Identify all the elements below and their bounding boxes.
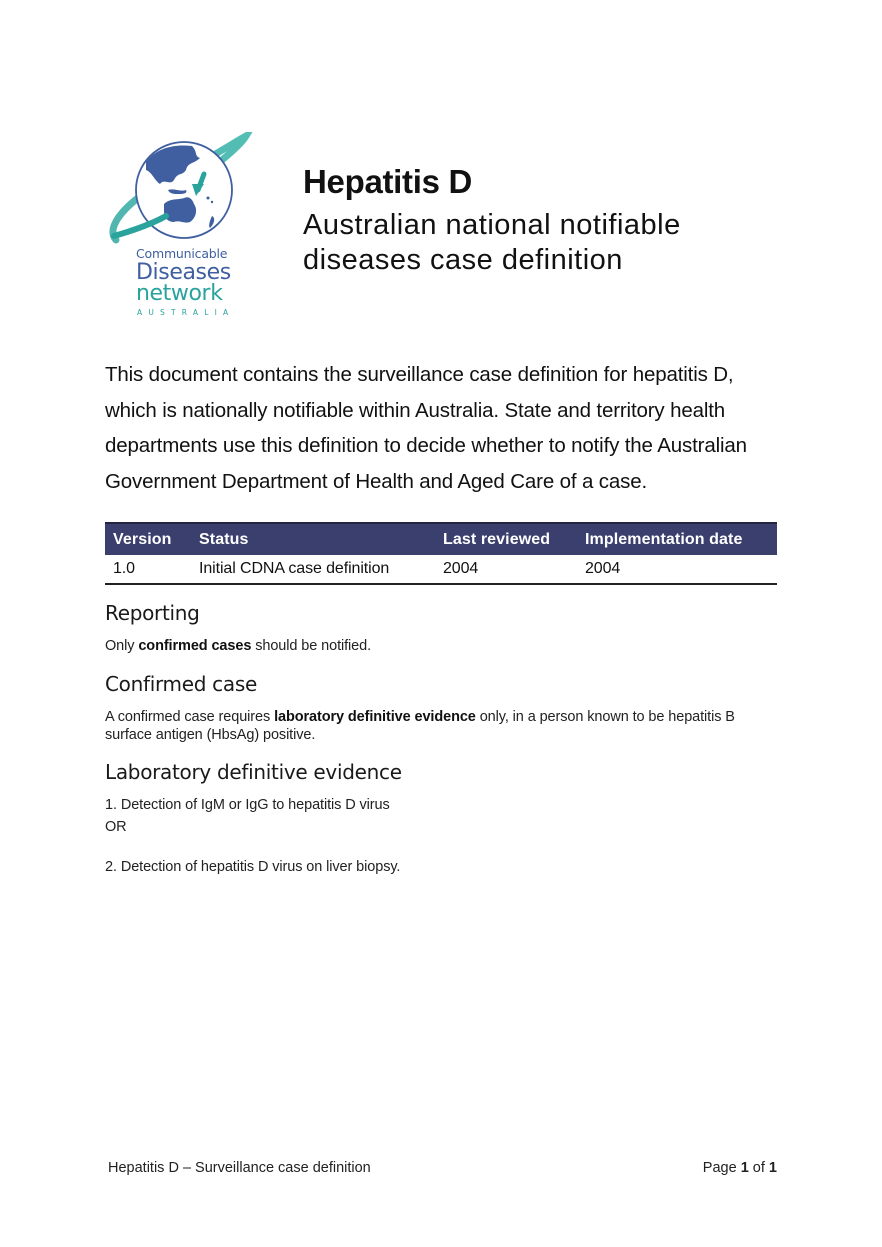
- subtitle-line-2: diseases case definition: [303, 244, 623, 276]
- cell-status: Initial CDNA case definition: [191, 555, 435, 584]
- page-current: 1: [740, 1160, 749, 1176]
- cell-last-reviewed: 2004: [435, 555, 577, 584]
- table-row: [105, 555, 777, 584]
- heading-confirmed-case: Confirmed case: [105, 672, 257, 696]
- logo-line-diseases: Diseases: [136, 259, 231, 285]
- table-header-row: [105, 523, 777, 555]
- confirmed-case-paragraph: [105, 708, 775, 744]
- logo-wordmark: [136, 248, 246, 316]
- page-total: 1: [768, 1160, 777, 1176]
- globe-icon: [108, 132, 258, 247]
- version-table: [105, 522, 777, 585]
- confirmed-text-before: A confirmed case requires: [105, 709, 275, 725]
- column-header-version: Version: [105, 523, 191, 555]
- cell-version: 1.0: [105, 555, 191, 584]
- heading-lab-evidence: Laboratory definitive evidence: [105, 760, 402, 784]
- title-block: [303, 160, 681, 278]
- intro-paragraph: This document contains the surveillance case definition for hepatitis D, which is nationally notifiable within Australia. State and territory health departments use this definition to decide whether to notify the Australian Government Department of Health and Aged Care of a case.: [105, 363, 747, 493]
- cell-implementation-date: 2004: [577, 555, 777, 584]
- footer-page-number: [703, 1160, 777, 1176]
- footer-document-title: Hepatitis D – Surveillance case definition: [108, 1160, 371, 1176]
- page-subtitle: [303, 208, 681, 278]
- reporting-paragraph: [105, 637, 785, 655]
- column-header-implementation-date: Implementation date: [577, 523, 777, 555]
- confirmed-bold: laboratory definitive evidence: [274, 709, 476, 725]
- page-middle: of: [748, 1160, 769, 1176]
- subtitle-line-1: Australian national notifiable: [303, 209, 681, 241]
- cdna-logo: [108, 132, 258, 328]
- column-header-last-reviewed: Last reviewed: [435, 523, 577, 555]
- heading-reporting: Reporting: [105, 601, 200, 625]
- reporting-text-after: should be notified.: [251, 638, 372, 654]
- lab-evidence-item-1: 1. Detection of IgM or IgG to hepatitis D virus: [105, 797, 390, 813]
- page-prefix: Page: [702, 1160, 741, 1176]
- column-header-status: Status: [191, 523, 435, 555]
- reporting-bold: confirmed cases: [138, 638, 252, 654]
- logo-line-network: network: [136, 280, 223, 306]
- reporting-text-before: Only: [105, 638, 139, 654]
- page-title: Hepatitis D: [303, 163, 473, 200]
- logo-line-australia: AUSTRALIA: [137, 307, 235, 317]
- lab-evidence-or: OR: [105, 819, 127, 835]
- lab-evidence-item-2: 2. Detection of hepatitis D virus on liver biopsy.: [105, 859, 401, 875]
- confirmed-text-after: only, in a person known to be hepatitis B surface antigen (HbsAg) positive.: [105, 709, 735, 743]
- logo-line-communicable: Communicable: [136, 246, 228, 261]
